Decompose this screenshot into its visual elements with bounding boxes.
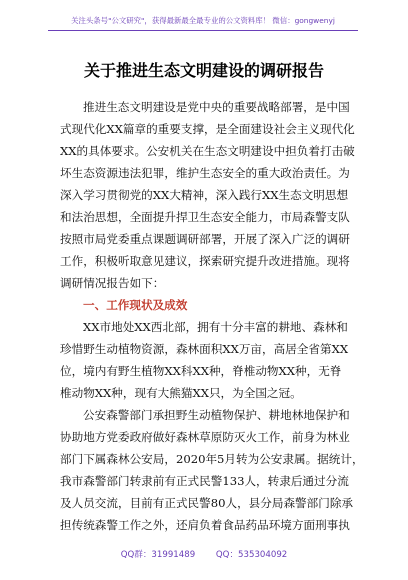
text-line: 部门下属森林公安局，2020年5月转为公安隶属。据统计， [60, 452, 364, 466]
intro-paragraph [60, 96, 360, 294]
text-line: 按照市局党委重点课题调研部署，开展了深入广泛的调研 [60, 232, 350, 246]
document-body [60, 96, 364, 536]
text-line: 椎动物XX种，现有大熊猫XX只，为全国之冠。 [60, 386, 302, 400]
text-line: 和法治思想，全面提升捍卫生态安全能力，市局森警支队 [60, 210, 350, 224]
text-line: 担传统森警工作之外，还肩负着食品药品环境方面刑事执 [60, 518, 350, 532]
header-divider [48, 30, 358, 31]
text-line: 推进生态文明建设是党中央的重要战略部署，是中国 [83, 100, 350, 114]
document-title: 关于推进生态文明建设的调研报告 [83, 61, 324, 80]
footer-qq-group: QQ群：31991489 [120, 550, 196, 560]
footer-qq: QQ：535304092 [215, 550, 288, 560]
text-line: 公安森警部门承担野生动植物保护、耕地林地保护和 [83, 408, 350, 422]
header-banner: 关注头条号"公文研究"，获得最新最全最专业的公文资料库！ 微信：gongwenyj [71, 16, 335, 25]
text-line: 深入学习贯彻党的XX大精神，深入践行XX生态文明思想 [60, 188, 349, 202]
text-line: 工作，积极听取意见建议，探索研究提升改进措施。现将 [60, 254, 350, 268]
text-line: 式现代化XX篇章的重要支撑，是全面建设社会主义现代化 [60, 122, 355, 136]
text-line: XX的具体要求。公安机关在生态文明建设中担负着打击破 [60, 144, 355, 158]
section-heading: 一、工作现状及成效 [83, 298, 188, 312]
paragraph-police [60, 404, 364, 536]
text-line: 及人员交流，目前有正式民警80人，县分局森警部门除承 [60, 496, 354, 510]
text-line: 我市森警部门转隶前有正式民警133人，转隶后通过分流 [60, 474, 349, 488]
text-line: 位，境内有野生植物XX科XX种，脊椎动物XX种，无脊 [60, 364, 342, 378]
paragraph-region [60, 316, 360, 404]
text-line: XX市地处XX西北部，拥有十分丰富的耕地、森林和 [83, 320, 348, 334]
text-line: 坏生态资源违法犯罪，维护生态安全的重大政治责任。为 [60, 166, 350, 180]
text-line: 调研情况报告如下： [60, 276, 165, 290]
text-line: 珍惜野生动植物资源，森林面积XX万亩，高居全省第XX [60, 342, 349, 356]
footer [0, 548, 408, 562]
text-line: 协助地方党委政府做好森林草原防灭火工作，前身为林业 [60, 430, 350, 444]
